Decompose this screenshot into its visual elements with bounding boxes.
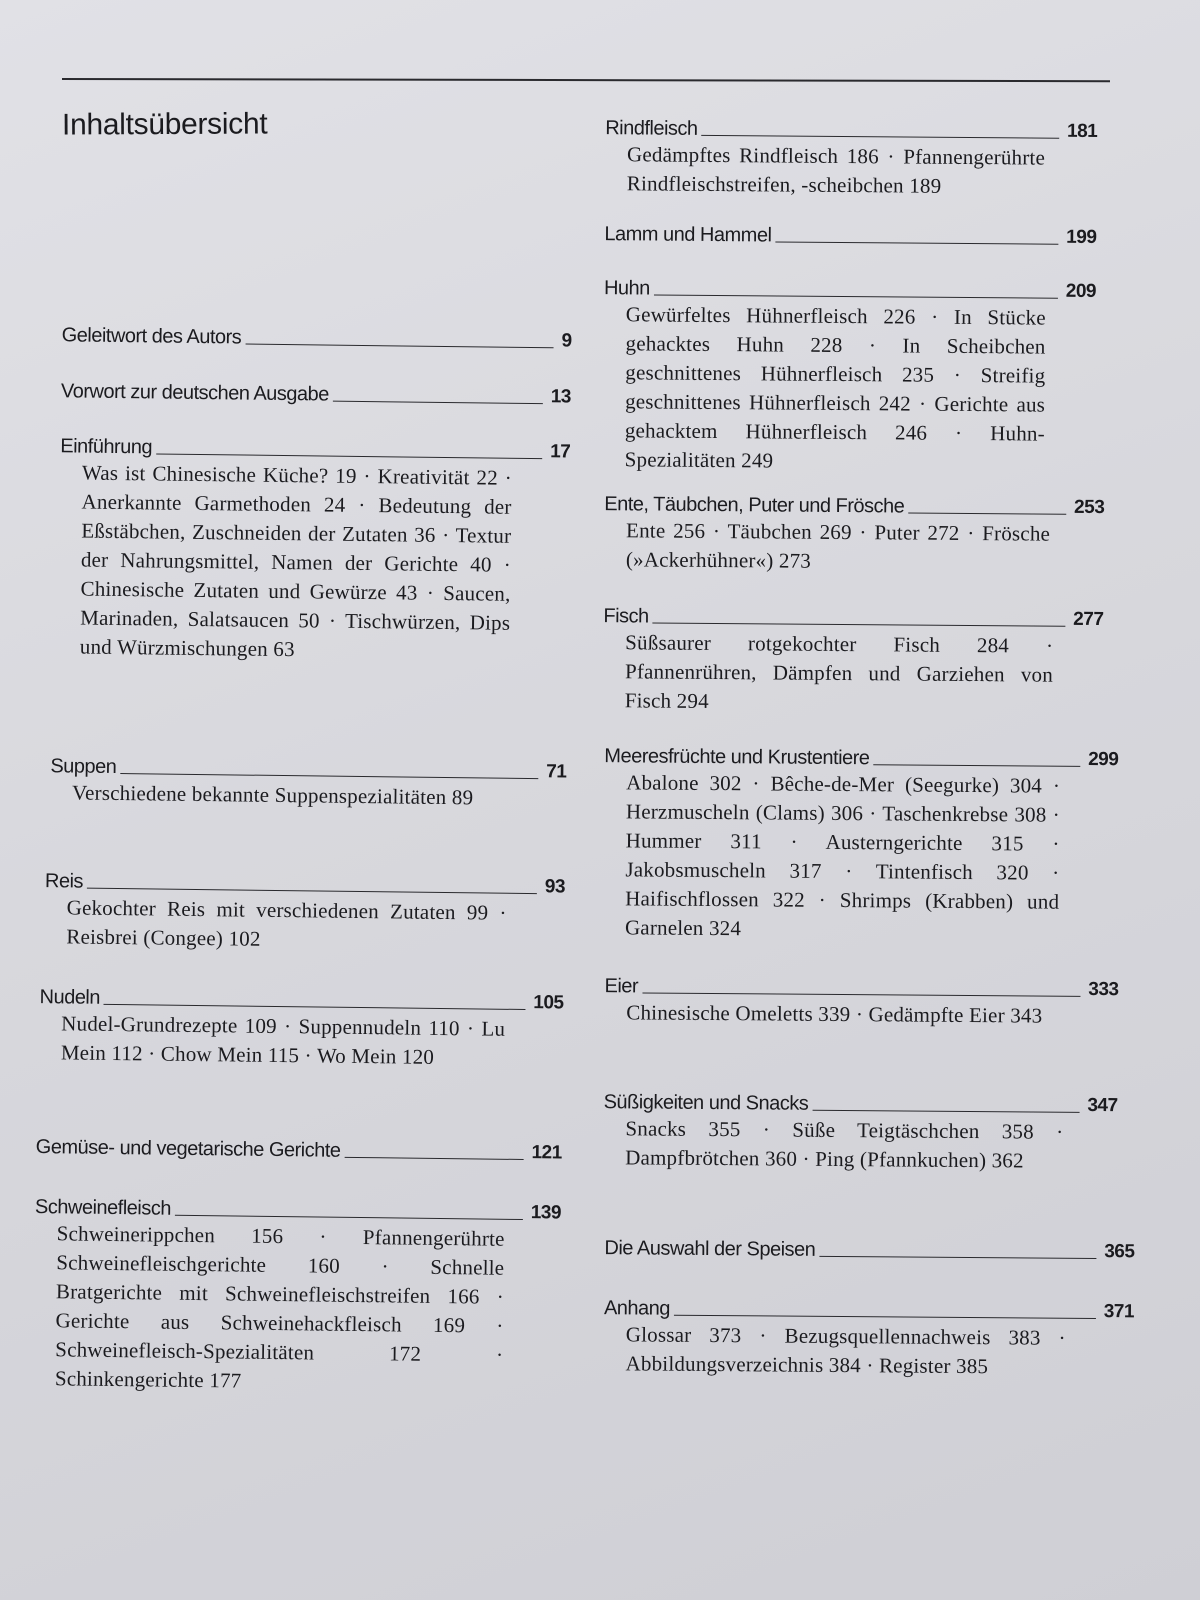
toc-entry xyxy=(604,974,1118,1031)
dot-leader xyxy=(674,1315,1096,1319)
dot-leader xyxy=(344,1157,523,1160)
dot-leader xyxy=(654,295,1058,299)
toc-subentries: Schweinerippchen 156 · Pfannengerührte Schweinefleischgerichte 160 · Schnelle Bratgerichte mit Schweinefleischstreifen 166 · Gerichte aus Schweinehackfleisch 169 · Schweinefleisch-Spezialitäten 172 · Schinkengerichte 177 xyxy=(54,1221,505,1393)
toc-heading: Einführung xyxy=(60,435,153,459)
dot-leader xyxy=(175,1215,523,1220)
toc-entry xyxy=(62,323,572,353)
toc-page-number: 253 xyxy=(1074,496,1105,519)
toc-heading: Rindfleisch xyxy=(605,117,698,140)
toc-page-number: 9 xyxy=(561,330,572,352)
toc-heading: Nudeln xyxy=(39,986,101,1009)
toc-page-number: 13 xyxy=(550,386,572,408)
dot-leader xyxy=(819,1256,1096,1259)
toc-entry xyxy=(603,744,1119,946)
toc-page-number: 17 xyxy=(550,441,571,463)
toc-page-number: 121 xyxy=(531,1142,562,1164)
toc-page-number: 209 xyxy=(1065,280,1097,302)
dot-leader xyxy=(775,241,1058,244)
toc-entry xyxy=(44,869,565,957)
toc-subentries: Glossar 373 · Bezugsquellennachweis 383 · Abbildungsverzeichnis 384 · Register 385 xyxy=(625,1322,1066,1379)
toc-page-number: 199 xyxy=(1066,226,1097,248)
toc-page-number: 333 xyxy=(1088,978,1119,1001)
dot-leader xyxy=(333,401,543,405)
toc-entry xyxy=(36,1135,562,1165)
toc-heading: Fisch xyxy=(603,605,649,628)
toc-heading: Anhang xyxy=(603,1297,671,1320)
toc-page-number: 105 xyxy=(533,992,564,1014)
toc-page-number: 299 xyxy=(1088,748,1119,771)
toc-heading: Lamm und Hammel xyxy=(604,223,772,247)
top-rule xyxy=(62,78,1110,82)
toc-subentries: Gedämpftes Rindfleisch 186 · Pfannengerührte Rindfleischstreifen, -scheibchen 189 xyxy=(626,142,1046,198)
toc-entry xyxy=(604,1236,1134,1264)
dot-leader xyxy=(642,992,1080,996)
dot-leader xyxy=(156,453,542,459)
toc-heading: Reis xyxy=(44,870,84,893)
toc-heading: Süßigkeiten und Snacks xyxy=(603,1091,809,1115)
dot-leader xyxy=(87,888,537,894)
dot-leader xyxy=(702,135,1059,139)
toc-entry xyxy=(604,492,1105,578)
toc-entry xyxy=(603,1296,1134,1382)
toc-page-number: 277 xyxy=(1073,608,1104,631)
toc-subentries: Verschiedene bekannte Suppenspezialitäten 89 xyxy=(71,780,474,810)
toc-subentries: Snacks 355 · Süße Teigtäschchen 358 · Dampfbrötchen 360 · Ping (Pfannkuchen) 362 xyxy=(625,1116,1064,1173)
dot-leader xyxy=(120,773,538,779)
toc-page-number: 347 xyxy=(1087,1094,1118,1117)
toc-subentries: Abalone 302 · Bêche-de-Mer (Seegurke) 304 · Herzmuscheln (Clams) 306 · Taschenkrebse 308 · Hummer 311 · Austerngerichte 315 · Jakobsmuscheln 317 · Tintenfisch 320 · Haifischflossen 322 · Shrimps (Krabben) und Garnelen 324 xyxy=(624,770,1061,941)
toc-subentries: Nudel-Grundrezepte 109 · Suppennudeln 110 · Lu Mein 112 · Chow Mein 115 · Wo Mein 120 xyxy=(60,1011,506,1069)
dot-leader xyxy=(104,1004,525,1010)
toc-page-number: 365 xyxy=(1104,1241,1135,1263)
toc-subentries: Chinesische Omeletts 339 · Gedämpfte Eier 343 xyxy=(626,1000,1043,1028)
dot-leader xyxy=(908,513,1066,515)
toc-entry xyxy=(604,222,1096,250)
toc-heading: Suppen xyxy=(50,755,117,778)
toc-page-number: 139 xyxy=(530,1202,562,1224)
dot-leader xyxy=(653,623,1065,627)
toc-entry xyxy=(605,116,1098,202)
dot-leader xyxy=(245,344,553,349)
toc-entry xyxy=(603,276,1097,478)
toc-heading: Schweinefleisch xyxy=(34,1196,172,1220)
page-title: Inhaltsübersicht xyxy=(61,107,268,142)
toc-page-number: 93 xyxy=(544,876,566,898)
toc-subentries: Was ist Chinesische Küche? 19 · Kreativität 22 · Anerkannte Garmethoden 24 · Bedeutung der Eßstäbchen, Zuschneiden der Zutaten 36 · Textur der Nahrungsmittel, Namen der Gerichte 40 · Chinesische Zutaten und Gewürze 43 · Saucen, Marinaden, Salatsaucen 50 · Tischwürzen, Dips und Würzmischungen 63 xyxy=(79,460,513,662)
dot-leader xyxy=(812,1110,1079,1113)
toc-heading: Geleitwort des Autors xyxy=(61,324,242,349)
toc-heading: Ente, Täubchen, Puter und Frösche xyxy=(604,493,905,518)
toc-subentries: Süßsaurer rotgekochter Fisch 284 · Pfannenrühren, Dämpfen und Garziehen von Fisch 294 xyxy=(624,630,1054,713)
toc-page-number: 181 xyxy=(1066,120,1098,142)
dot-leader xyxy=(873,764,1080,767)
toc-entry xyxy=(39,985,564,1073)
toc-page-number: 371 xyxy=(1103,1301,1135,1323)
toc-entry xyxy=(603,1090,1118,1176)
toc-heading: Die Auswahl der Speisen xyxy=(604,1237,816,1261)
toc-entry xyxy=(50,754,567,813)
toc-entry xyxy=(33,1195,561,1399)
toc-heading: Eier xyxy=(604,975,639,998)
toc-subentries: Ente 256 · Täubchen 269 · Puter 272 · Frösche (»Ackerhühner«) 273 xyxy=(625,518,1051,573)
toc-heading: Gemüse- und vegetarische Gerichte xyxy=(35,1136,341,1162)
toc-page-number: 71 xyxy=(546,761,567,783)
toc-entry xyxy=(58,434,571,667)
toc-heading: Huhn xyxy=(603,277,650,300)
toc-heading: Vorwort zur deutschen Ausgabe xyxy=(60,380,329,406)
toc-heading: Meeresfrüchte und Krustentiere xyxy=(604,745,870,770)
toc-entry xyxy=(61,379,571,409)
toc-subentries: Gekochter Reis mit verschiedenen Zutaten 99 · Reisbrei (Congee) 102 xyxy=(66,895,507,951)
toc-subentries: Gewürfeltes Hühnerfleisch 226 · In Stücke gehacktes Huhn 228 · In Scheibchen geschnittenes Hühnerfleisch 235 · Streifig geschnittenes Hühnerfleisch 242 · Gerichte aus gehacktem Hühnerfleisch 246 · Huhn-Spezialitäten 249 xyxy=(624,302,1046,473)
toc-entry xyxy=(603,604,1104,719)
